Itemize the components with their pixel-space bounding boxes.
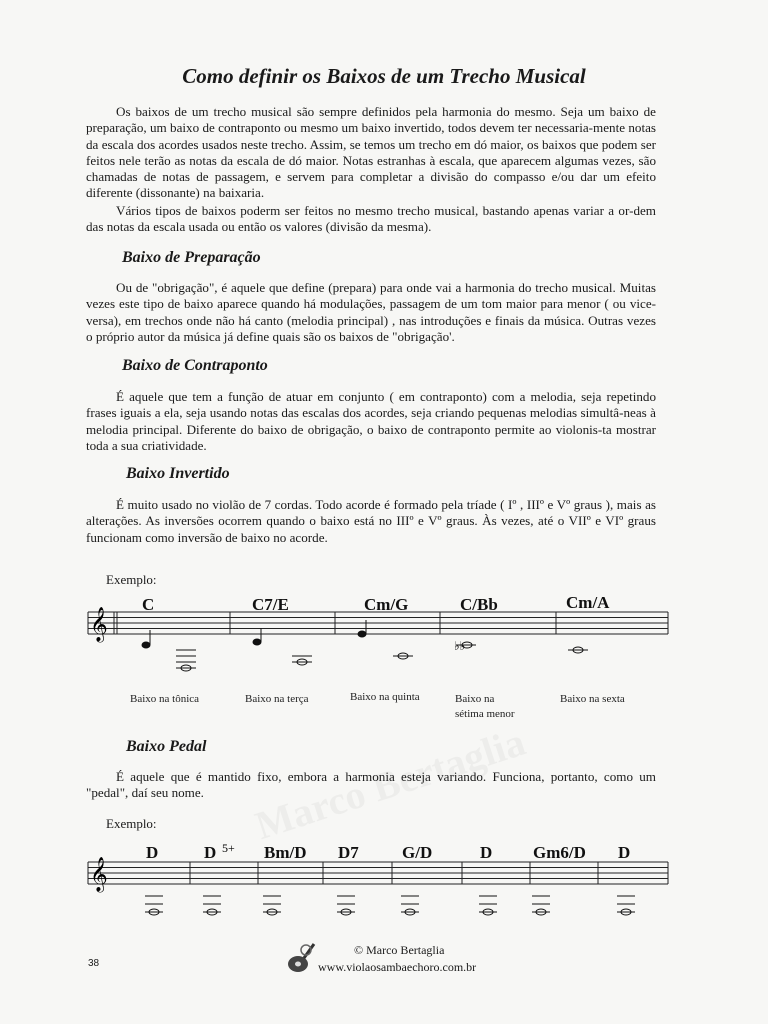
svg-text:♭♭: ♭♭ <box>454 639 466 653</box>
chord-label: D <box>480 843 493 862</box>
whole-note <box>149 909 159 915</box>
whole-note <box>267 909 277 915</box>
bass-label: Baixo na sexta <box>560 693 625 705</box>
intro-paragraph-1: Os baixos de um trecho musical são sempre definidos pela harmonia do mesmo. Seja um baixo de preparação, um baixo de contraponto ou mesmo um baixo invertido, todos devem ter necessaria-mente notas da escala dos acordes usados neste trecho. Assim, se temos um trecho em dó maior, os baixos que podem ser feitos nele terão as notas da escala de dó maior. Notas estranhas à escala, que aparecem algumas vezes, são chamadas de notas de passagem, e servem para completar a divisão do compasso e/ou dar um efeito diferente (dissonante) na baixaria. <box>86 104 656 201</box>
page-number: 38 <box>88 958 100 969</box>
chord-label: C/Bb <box>460 595 498 614</box>
whole-note <box>341 909 351 915</box>
whole-note <box>536 909 546 915</box>
chord-label: C7/E <box>252 595 289 614</box>
whole-note <box>405 909 415 915</box>
chord-label: Cm/G <box>364 595 409 614</box>
chord-label: C <box>142 595 155 614</box>
guitar-logo-icon <box>284 940 318 976</box>
bass-label: sétima menor <box>455 708 515 720</box>
heading-baixo-pedal: Baixo Pedal <box>126 738 207 755</box>
chord-label: Bm/D <box>264 843 307 862</box>
page-title: Como definir os Baixos de um Trecho Musical <box>182 64 586 88</box>
heading-baixo-invertido: Baixo Invertido <box>126 465 230 482</box>
chord-label: D <box>618 843 631 862</box>
heading-baixo-contraponto: Baixo de Contraponto <box>122 357 268 374</box>
treble-clef-icon: 𝄞 <box>90 607 108 642</box>
chord-label: D7 <box>338 843 359 862</box>
exemplo-label-2: Exemplo: <box>106 816 157 831</box>
preparacao-paragraph: Ou de "obrigação", é aquele que define (prepara) para onde vai a harmonia do trecho musical. Muitas vezes este tipo de baixo aparece quando há modulações, passagem de um tom maior para menor ( ou vice-versa), em trechos onde não há canto (melodia principal) , nas introduções e finais da música. Outras vezes o próprio autor da música já define quais são os baixos de "obrigação'. <box>86 280 656 344</box>
invertido-paragraph: É muito usado no violão de 7 cordas. Todo acorde é formado pela tríade ( Iº , IIIº e Vº graus ), mais as alterações. As inversões ocorrem quando o baixo está no IIIº e Vº graus. Às vezes, até o VIIº e VIº graus funcionam como inversão de baixo no acorde. <box>86 497 656 545</box>
whole-note <box>483 909 493 915</box>
website-url: www.violaosambaechoro.com.br <box>318 960 477 974</box>
heading-baixo-preparacao: Baixo de Preparação <box>122 249 261 266</box>
chord-superscript: 5+ <box>222 841 235 855</box>
bass-label: Baixo na <box>455 693 495 705</box>
treble-clef-icon: 𝄞 <box>90 857 108 892</box>
pedal-paragraph: É aquele que é mantido fixo, embora a harmonia esteja variando. Funciona, portanto, como um "pedal", daí seu nome. <box>86 769 656 801</box>
chord-label: G/D <box>402 843 433 862</box>
bass-label: Baixo na tônica <box>130 693 200 705</box>
chord-label: D <box>146 843 159 862</box>
chord-label: Gm6/D <box>533 843 586 862</box>
contraponto-paragraph: É aquele que tem a função de atuar em conjunto ( em contraponto) com a melodia, seja repetindo frases iguais a ela, seja usando notas das escalas dos acordes, seja criando pequenas melodias simultâ-neas à melodia principal. Diferente do baixo de obrigação, o baixo de contraponto permite ao violonis-ta mostrar toda a sua criatividade. <box>86 389 656 453</box>
bass-label: Baixo na quinta <box>350 691 420 703</box>
bass-label: Baixo na terça <box>245 693 309 705</box>
exemplo-label-1: Exemplo: <box>106 572 157 587</box>
chord-label: D <box>204 843 217 862</box>
intro-paragraph-2: Vários tipos de baixos poderm ser feitos no mesmo trecho musical, bastando apenas variar a or-dem das notas da escala usada ou então os valores (divisão da mesma). <box>86 203 656 235</box>
copyright: © Marco Bertaglia <box>354 943 445 957</box>
whole-note <box>207 909 217 915</box>
chord-label: Cm/A <box>566 593 610 612</box>
whole-note <box>621 909 631 915</box>
